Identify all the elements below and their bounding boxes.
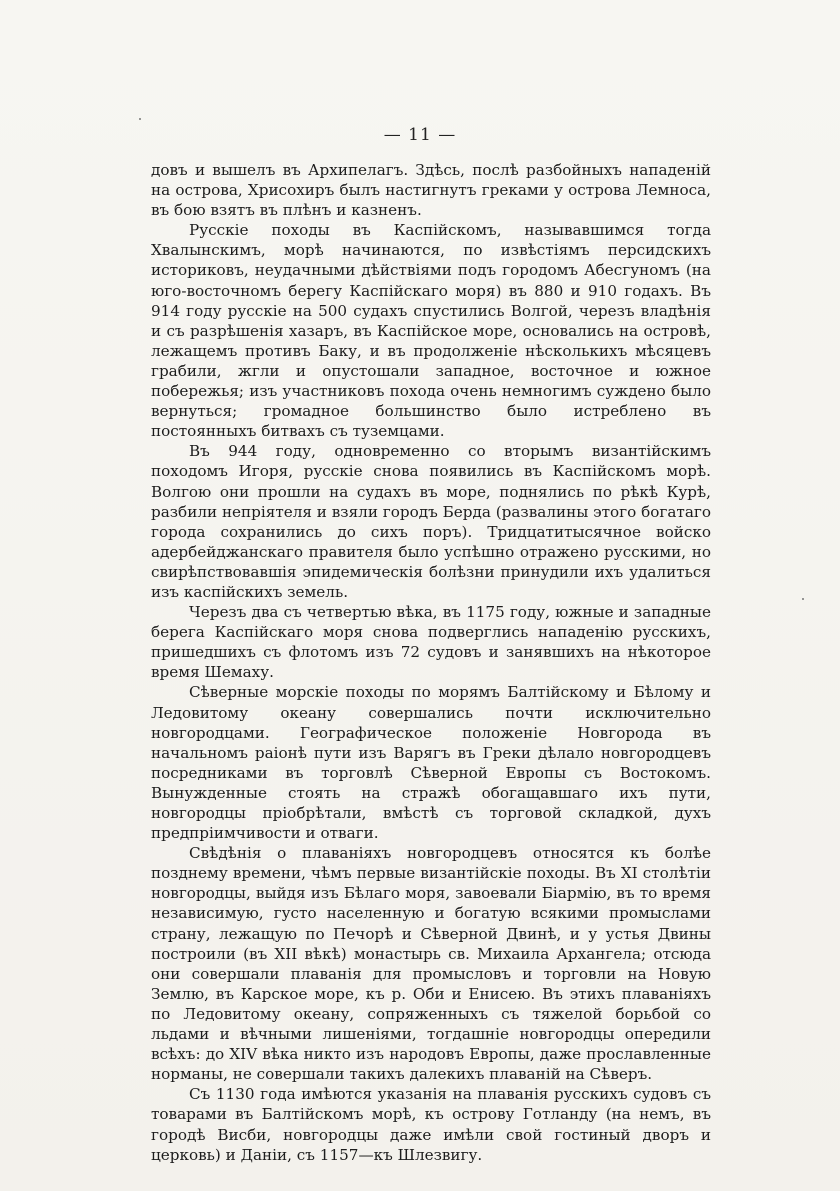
paragraph-6: Свѣдѣнiя о плаванiяхъ новгородцевъ относятся къ болѣе позднему времени, чѣмъ первые византiйскiе походы. Въ XI столѣтiи новгородцы, выйдя изъ Бѣлаго моря, завоевали Бiармiю, въ то время независимую, густо населенную и богатую всякими промыслами страну, лежащую по Печорѣ и Сѣверной Двинѣ, и у устья Двины построили (въ XII вѣкѣ) монастырь св. Михаила Архангела; отсюда они совершали плаванiя для промысловъ и торговли на Новую Землю, въ Карское море, къ р. Оби и Енисею. Въ этихъ плаванiяхъ по Ледовитому океану, сопряженныхъ съ тяжелой борьбой со льдами и вѣчными лишенiями, тогдашнiе новгородцы опередили всѣхъ: до XIV вѣка никто изъ народовъ Европы, даже прославленные норманы, не совершали такихъ далекихъ плаванiй на Сѣверъ. xyxy=(151,844,711,1084)
paragraph-1: довъ и вышелъ въ Архипелагъ. Здѣсь, послѣ разбойныхъ нападенiй на острова, Хрисохиръ былъ настигнутъ греками у острова Лемноса, въ бою взятъ въ плѣнъ и казненъ. xyxy=(151,161,711,220)
paragraph-3: Въ 944 году, одновременно со вторымъ византiйскимъ походомъ Игоря, русскiе снова появились въ Каспiйскомъ морѣ. Волгою они прошли на судахъ въ море, поднялись по рѣкѣ Курѣ, разбили непрiятеля и взяли городъ Берда (развалины этого богатаго города сохранились до сихъ поръ). Тридцатитысячное войско адербейджанскаго правителя было успѣшно отражено русскими, но свирѣпствовавшiя эпидемическiя болѣзни принудили ихъ удалиться изъ каспiйскихъ земель. xyxy=(151,442,711,601)
body-text xyxy=(151,160,711,1165)
paragraph-4: Черезъ два съ четвертью вѣка, въ 1175 году, южные и западные берега Каспiйскаго моря снова подверглись нападенiю русскихъ, пришедшихъ съ флотомъ изъ 72 судовъ и занявшихъ на нѣкоторое время Шемаху. xyxy=(151,603,711,682)
scan-speck xyxy=(139,118,141,120)
paragraph-7: Съ 1130 года имѣются указанiя на плаванiя русскихъ судовъ съ товарами въ Балтiйскомъ морѣ, къ острову Готланду (на немъ, въ городѣ Висби, новгородцы даже имѣли свой гостиный дворъ и церковь) и Данiи, съ 1157—къ Шлезвигу. xyxy=(151,1085,711,1164)
scan-speck xyxy=(802,598,804,600)
page-number: — 11 — xyxy=(383,125,457,145)
paragraph-2: Русскiе походы въ Каспiйскомъ, называвшимся тогда Хвалынскимъ, морѣ начинаются, по извѣстiямъ персидскихъ историковъ, неудачными дѣйствiями подъ городомъ Абесгуномъ (на юго-восточномъ берегу Каспiйскаго моря) въ 880 и 910 годахъ. Въ 914 году русскiе на 500 судахъ спустились Волгой, черезъ владѣнiя и съ разрѣшенiя хазаръ, въ Каспiйское море, основались на островѣ, лежащемъ противъ Баку, и въ продолженiе нѣсколькихъ мѣсяцевъ грабили, жгли и опустошали западное, восточное и южное побережья; изъ участниковъ похода очень немногимъ суждено было вернуться; громадное большинство было истреблено въ постоянныхъ битвахъ съ туземцами. xyxy=(151,221,711,441)
paragraph-5: Сѣверные морскiе походы по морямъ Балтiйскому и Бѣлому и Ледовитому океану совершались почти исключительно новгородцами. Географическое положенiе Новгорода въ начальномъ раiонѣ пути изъ Варягъ въ Греки дѣлало новгородцевъ посредниками въ торговлѣ Сѣверной Европы съ Востокомъ. Вынужденные стоять на стражѣ обогащавшаго ихъ пути, новгородцы прiобрѣтали, вмѣстѣ съ торговой складкой, духъ предпрiимчивости и отваги. xyxy=(151,683,711,843)
